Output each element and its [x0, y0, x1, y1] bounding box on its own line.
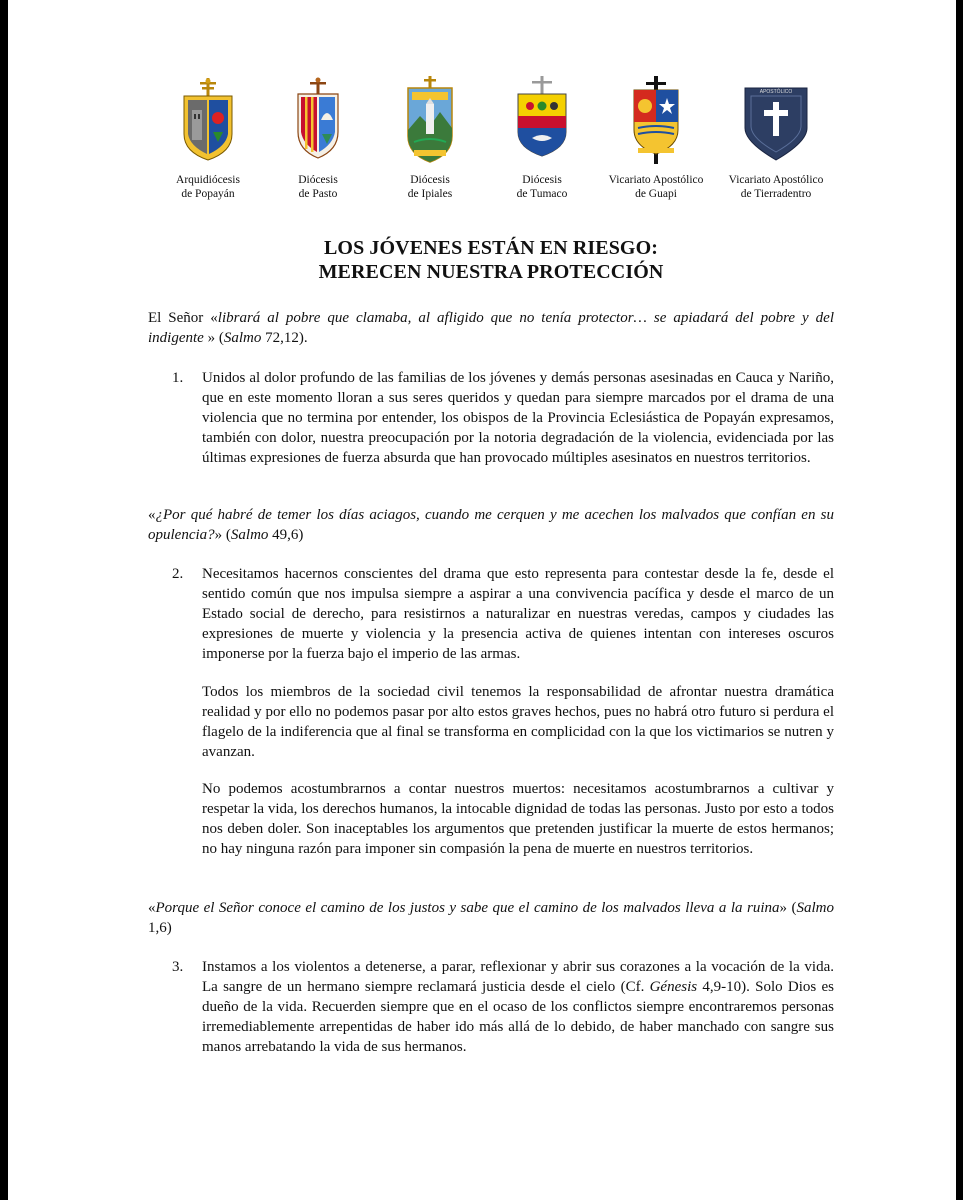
psalm-quote-2: [148, 505, 834, 545]
item-3-paragraph: [202, 957, 834, 1057]
quote-ref: 72,12).: [261, 330, 308, 346]
quote-text: librará al pobre que clamaba, al afligido que no tenía protector… se apiadará del pobre y del indigente: [148, 310, 834, 346]
coat-of-arms-pasto-icon: [288, 76, 348, 164]
quote-prefix: «: [148, 900, 156, 916]
item-2-paragraph-2: Todos los miembros de la sociedad civil tenemos la responsabilidad de afrontar nuestra dramática realidad y por ello no podemos pasar por alto estos graves hechos, pues no habrá otro futuro si perdura el flagelo de la indiferencia que al final se transforma en complicidad con la que los victimarios se nutren y avanzan.: [202, 684, 834, 760]
coat-of-arms-tumaco-icon: [512, 76, 572, 164]
quote-mid: » (: [203, 330, 224, 346]
logo-popayan: [148, 76, 268, 201]
logo-caption-line2: de Tierradentro: [740, 188, 812, 200]
item-number-1: 1.: [172, 370, 184, 386]
quote-prefix: «: [148, 507, 156, 523]
document-title: [148, 236, 834, 284]
logo-ipiales: [370, 76, 490, 201]
title-line1: LOS JÓVENES ESTÁN EN RIESGO:: [323, 237, 658, 259]
coat-of-arms-tierradentro-icon: [743, 76, 809, 164]
logo-caption-line1: Arquidiócesis: [176, 174, 240, 186]
logo-guapi: [596, 76, 716, 201]
quote-source: Salmo: [230, 527, 269, 543]
item-3-text-a: Instamos a los violentos a detenerse, a parar, reflexionar y abrir sus corazones a la vocación de la vida. La sangre de un hermano siempre reclamará justicia desde el cielo (Cf.: [202, 959, 834, 995]
item-3-text-b: 4,9-10). Solo Dios es dueño de la vida. Recuerden siempre que en el ocaso de los conflictos siempre encontraremos personas irremediablemente arrepentidas de haber ido más allá de lo debido, de haber manchado con sangre sus manos arrebatando la vida de sus hermanos.: [202, 979, 834, 1055]
quote-text: Porque el Señor conoce el camino de los justos y sabe que el camino de los malvados lleva a la ruina: [155, 900, 780, 916]
logo-caption-line1: Vicariato Apostólico: [608, 174, 704, 186]
title-line2: MERECEN NUESTRA PROTECCIÓN: [318, 261, 664, 283]
logo-caption-line1: Diócesis: [410, 174, 450, 186]
quote-source: Salmo: [223, 330, 262, 346]
item-number-3: 3.: [172, 959, 184, 975]
item-2-paragraph-3: No podemos acostumbrarnos a contar nuestros muertos: necesitamos acostumbrarnos a cultivar y respetar la vida, los derechos humanos, la intocable dignidad de todas las personas. Justo por esto a todos nos deben doler. Son inaceptables los argumentos que pretenden justificar la muerte de estos hermanos; no hay ninguna razón para imponer sin compasión la pena de muerte en nuestros territorios.: [202, 781, 834, 857]
item-1-paragraph: Unidos al dolor profundo de las familias de los jóvenes y demás personas asesinadas en Cauca y Nariño, que en este momento lloran a sus seres queridos y quedan para siempre marcados por el drama de una violencia que no termina por entender, los obispos de la Provincia Eclesiástica de Popayán expresamos, también con dolor, nuestra preocupación por la notoria degradación de la violencia, evidenciada por las últimas expresiones de fuerza absurda que han provocado múltiples asesinatos en nuestros territorios.: [202, 370, 834, 466]
logo-caption-line2: de Ipiales: [407, 188, 453, 200]
coat-of-arms-ipiales-icon: [400, 76, 460, 164]
logo-caption-line2: de Pasto: [298, 188, 338, 200]
item-number-2: 2.: [172, 566, 184, 582]
psalm-quote-3: [148, 898, 834, 938]
quote-text: ¿Por qué habré de temer los días aciagos, cuando me cerquen y me acechen los malvados que confían en su opulencia?: [148, 507, 834, 543]
seal-text: APOSTÓLICO: [759, 89, 793, 95]
quote-mid: » (: [214, 527, 231, 543]
quote-ref: 1,6): [148, 920, 172, 936]
quote-source: Salmo: [796, 900, 834, 916]
logo-caption-line2: de Tumaco: [516, 188, 568, 200]
logo-pasto: [258, 76, 378, 201]
coat-of-arms-popayan-icon: [178, 76, 238, 164]
logo-tumaco: [482, 76, 602, 201]
quote-ref: 49,6): [268, 527, 304, 543]
logo-caption-line1: Diócesis: [298, 174, 338, 186]
quote-mid: » (: [779, 900, 797, 916]
diocese-logos-row: [156, 76, 836, 210]
item-2-paragraph: Necesitamos hacernos conscientes del drama que esto representa para contestar desde la fe, desde el sentido común que nos impulsa siempre a aspirar a una convivencia pacífica y desde el marco de un Estado social de derecho, para resistirnos a naturalizar en nuestras veredas, campos y ciudades las expresiones de muerte y violencia y la presencia activa de quienes intentan con intereses oscuros imponerse por la fuerza bajo el imperio de las armas.: [202, 566, 834, 662]
logo-caption-line1: Diócesis: [522, 174, 562, 186]
logo-caption-line2: de Popayán: [181, 188, 235, 200]
quote-prefix: El Señor «: [148, 310, 218, 326]
logo-caption-line2: de Guapi: [635, 188, 677, 200]
psalm-quote-1: [148, 308, 834, 348]
item-3-source: Génesis: [649, 979, 698, 995]
logo-caption-line1: Vicariato Apostólico: [728, 174, 824, 186]
document-page: [8, 0, 956, 1200]
coat-of-arms-guapi-icon: [626, 76, 686, 164]
logo-tierradentro: [716, 76, 836, 201]
